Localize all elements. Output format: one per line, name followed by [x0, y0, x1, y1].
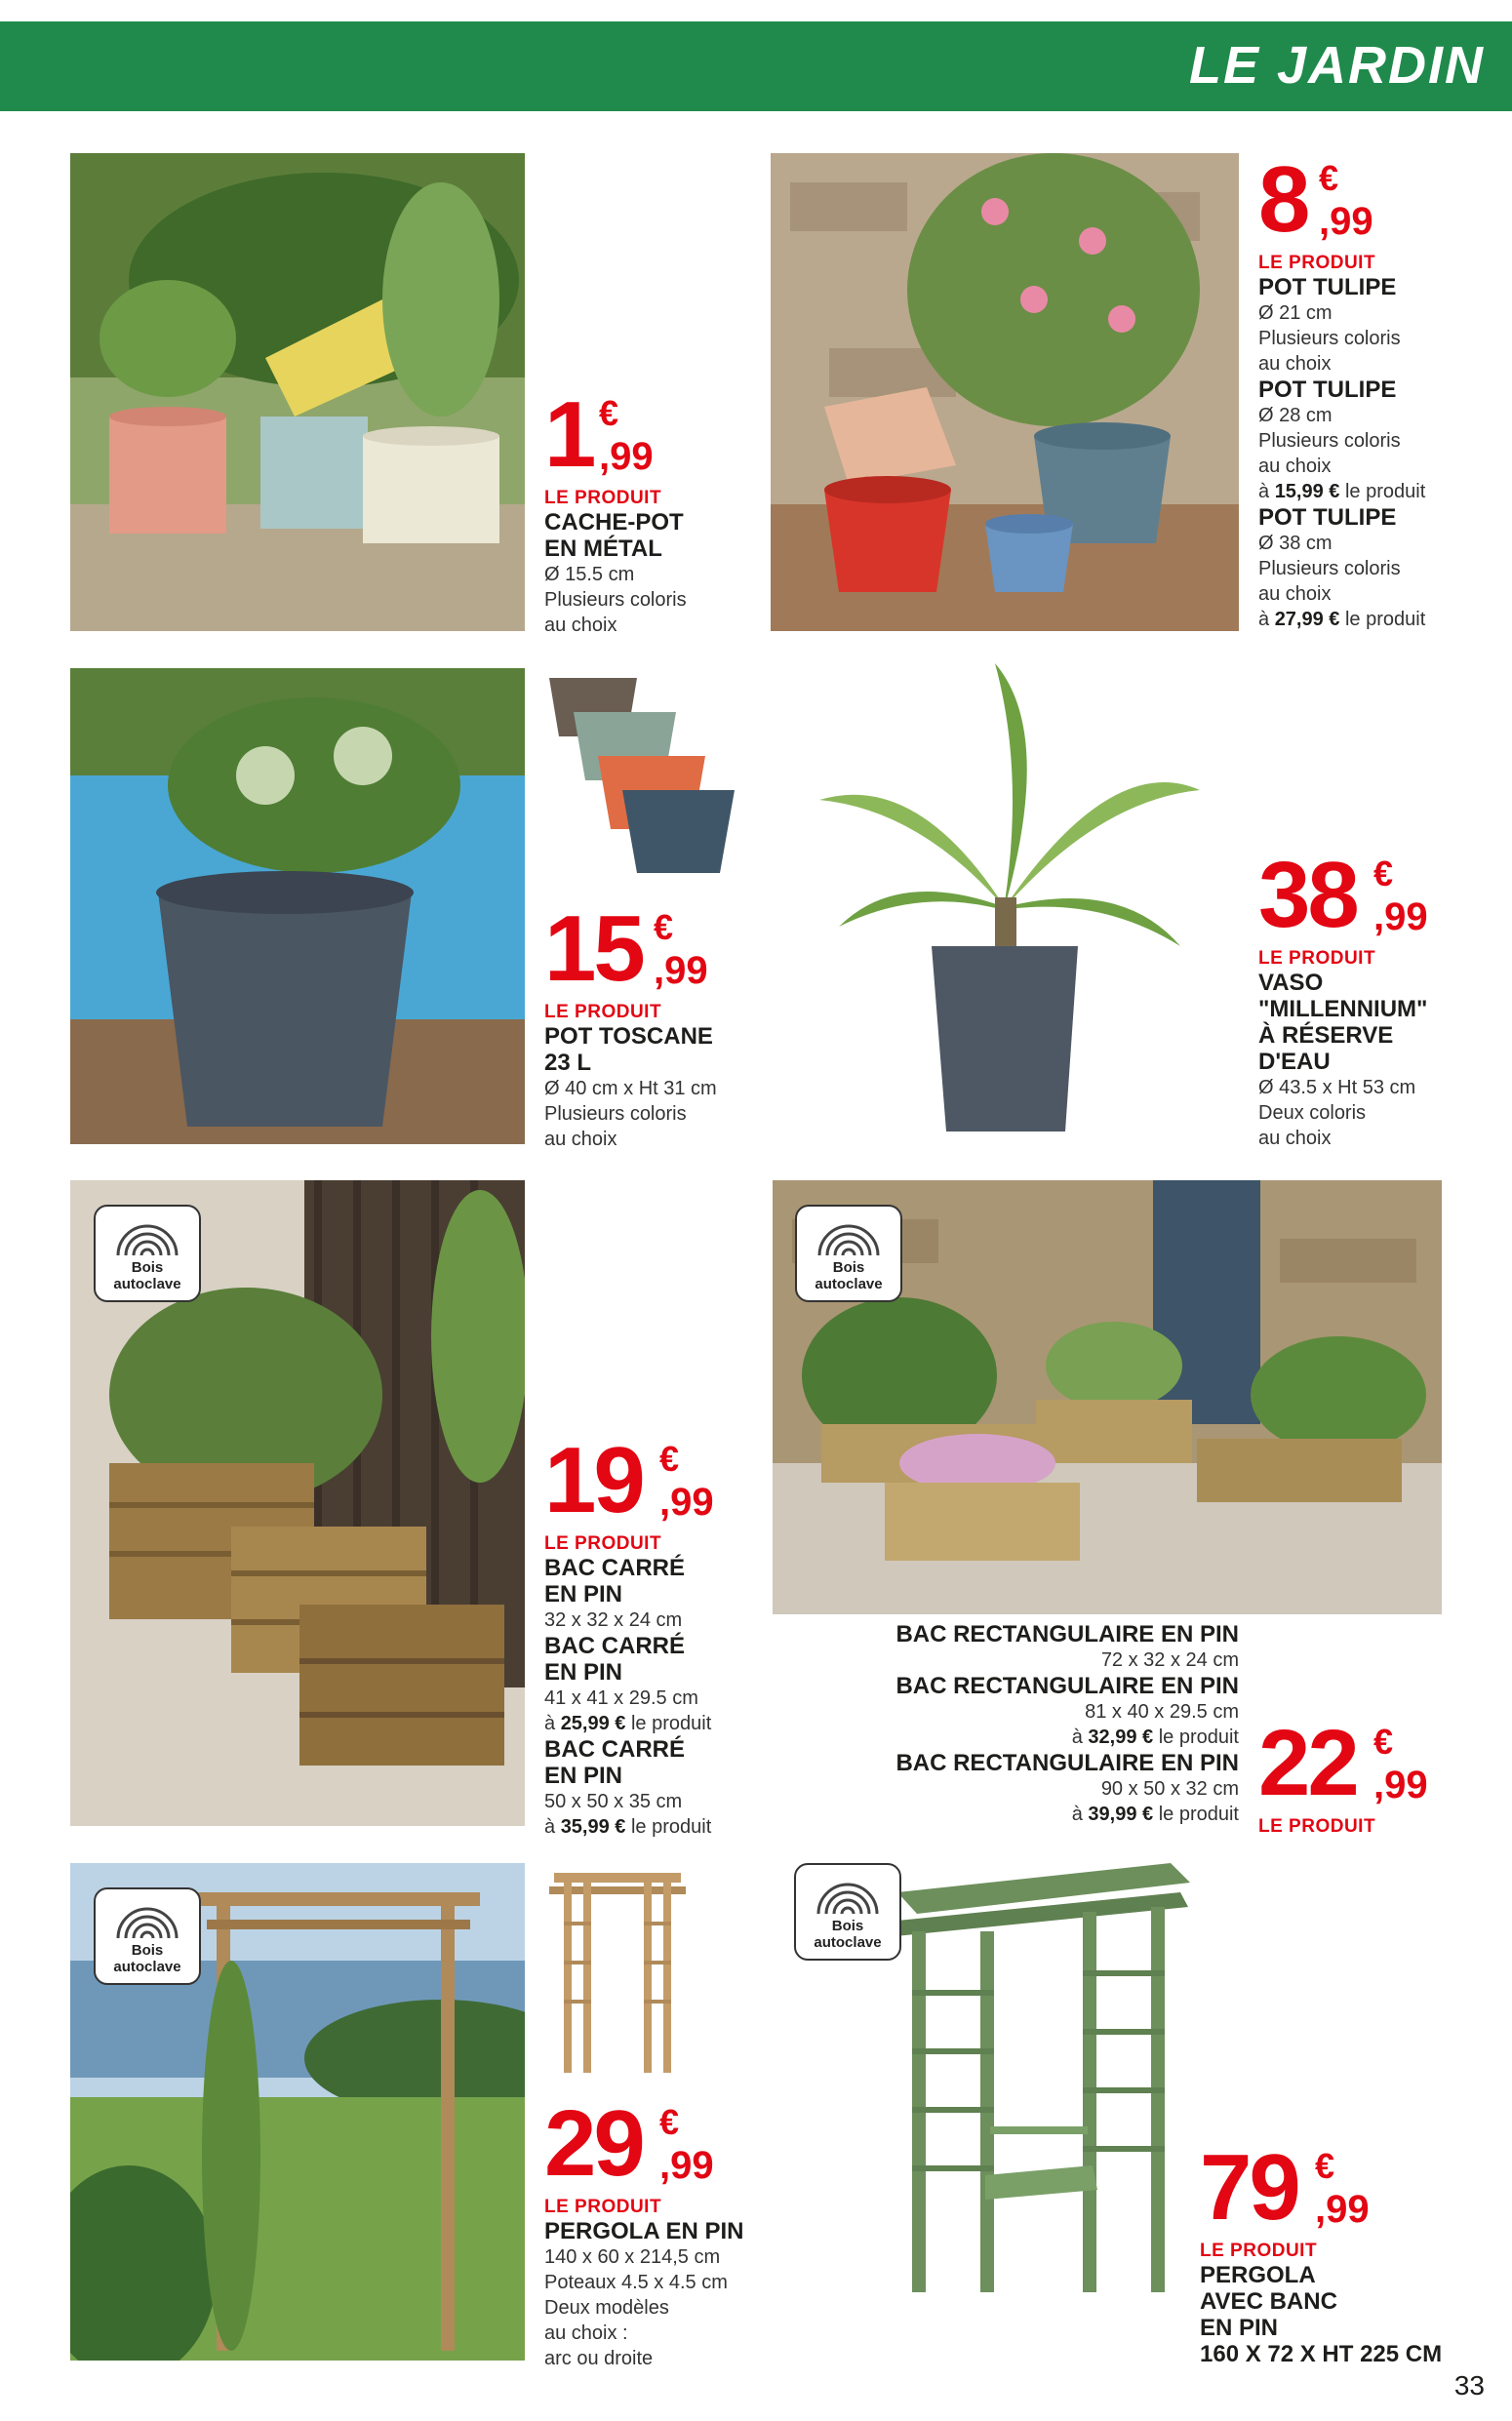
product-desc-line: 90 x 50 x 32 cm — [1100, 1778, 1239, 1800]
product-name-line: AVEC BANC — [1200, 2288, 1337, 2315]
price-suffix: le produit — [1339, 481, 1426, 502]
price-integer: 1 — [544, 382, 594, 487]
product-desc-line: au choix : — [544, 2322, 628, 2344]
badge-line: autoclave — [113, 1959, 181, 1975]
product-desc-line: au choix — [1258, 583, 1332, 605]
pot-tulipe-photo — [771, 153, 1239, 631]
price-unit: LE PRODUIT — [1258, 948, 1376, 969]
product-name-line: PERGOLA — [1200, 2262, 1316, 2288]
variant-price-line — [858, 1802, 1239, 1827]
price-unit: LE PRODUIT — [544, 488, 662, 508]
price-cents: ,99 — [1319, 200, 1373, 243]
product-desc-line: Ø 21 cm — [1258, 302, 1333, 324]
pot-toscane-offer — [544, 896, 778, 1152]
price-cents: ,99 — [659, 1481, 714, 1524]
price-prefix: à — [1071, 1804, 1089, 1825]
price-currency: € — [599, 393, 619, 433]
product-name-line: BAC RECTANGULAIRE EN PIN — [895, 1750, 1239, 1776]
product-name-line: À RÉSERVE — [1258, 1022, 1394, 1049]
variant — [858, 1621, 1239, 1673]
price-cents: ,99 — [1315, 2188, 1370, 2231]
pergola-banc-offer — [1200, 2135, 1492, 2367]
product-desc-line: Plusieurs coloris — [1258, 558, 1401, 579]
cache-pot-photo — [70, 153, 525, 631]
vaso-millennium-photo — [800, 654, 1210, 1141]
product-name-line: VASO — [1258, 970, 1324, 996]
price-integer: 29 — [544, 2091, 643, 2196]
product-desc-line: 50 x 50 x 35 cm — [544, 1791, 683, 1812]
badge-line: autoclave — [815, 1276, 883, 1292]
price-cents: ,99 — [599, 435, 654, 478]
price-cents: ,99 — [654, 949, 708, 992]
variant-price-line — [1258, 479, 1502, 504]
price-suffix: le produit — [1153, 1804, 1239, 1825]
pergola-pin-price — [544, 2091, 778, 2196]
variant-price-line — [544, 1711, 778, 1736]
product-desc-line: Ø 28 cm — [1258, 405, 1333, 426]
product-desc-line: au choix — [1258, 456, 1332, 477]
vaso-price — [1258, 843, 1502, 947]
pot-tulipe-price — [1258, 147, 1502, 252]
variant — [544, 1736, 778, 1840]
product-name-line: 23 L — [544, 1050, 592, 1076]
price-suffix: le produit — [1153, 1726, 1239, 1748]
product-name-line: BAC CARRÉ — [544, 1736, 685, 1763]
product-desc-line: Ø 15.5 cm — [544, 564, 635, 585]
pergola-avec-banc-photo — [878, 1853, 1200, 2302]
bois-autoclave-badge — [94, 1205, 201, 1302]
product-name-line: BAC RECTANGULAIRE EN PIN — [895, 1673, 1239, 1699]
price-cents: ,99 — [1373, 1764, 1428, 1806]
product-desc-line: 72 x 32 x 24 cm — [1100, 1649, 1239, 1671]
price-currency: € — [654, 907, 674, 947]
price-integer: 22 — [1258, 1711, 1357, 1815]
price-prefix: à — [544, 1713, 561, 1734]
variant-price: 39,99 € — [1088, 1804, 1154, 1825]
price-unit: LE PRODUIT — [544, 1533, 662, 1554]
cache-pot-offer — [544, 382, 759, 638]
product-desc-line: Ø 38 cm — [1258, 533, 1333, 554]
bac-carre-price — [544, 1428, 778, 1532]
page-number: 33 — [1453, 2370, 1485, 2401]
bac-rectangulaire-offer — [1258, 1711, 1492, 1838]
variant-price: 32,99 € — [1088, 1726, 1154, 1748]
cache-pot-price — [544, 382, 759, 487]
price-currency: € — [1319, 158, 1339, 198]
product-desc-line: 81 x 40 x 29.5 cm — [1085, 1701, 1239, 1723]
wood-rings-icon — [814, 1875, 882, 1918]
variant-price: 35,99 € — [560, 1816, 626, 1838]
variant-price-line — [544, 1814, 778, 1840]
price-integer: 15 — [544, 896, 643, 1001]
product-name-line: D'EAU — [1258, 1049, 1331, 1075]
product-desc-line: Plusieurs coloris — [1258, 430, 1401, 452]
variant — [1258, 377, 1502, 504]
section-title: LE JARDIN — [1188, 36, 1485, 95]
price-currency: € — [1315, 2146, 1335, 2186]
product-desc-line: Ø 40 cm x Ht 31 cm — [544, 1078, 717, 1099]
price-integer: 38 — [1258, 843, 1357, 947]
product-desc-line: Plusieurs coloris — [544, 1103, 687, 1125]
product-name-line: EN PIN — [544, 1581, 623, 1607]
product-desc-line: au choix — [544, 1129, 617, 1150]
price-unit: LE PRODUIT — [544, 2197, 662, 2217]
product-desc-line: Ø 43.5 x Ht 53 cm — [1258, 1077, 1416, 1098]
product-desc-line: 41 x 41 x 29.5 cm — [544, 1687, 698, 1709]
price-prefix: à — [1258, 481, 1275, 502]
product-name-line: EN PIN — [544, 1763, 623, 1789]
product-desc-line: Deux modèles — [544, 2297, 669, 2319]
bac-rectangulaire-list — [858, 1621, 1239, 1827]
product-name-line: POT TULIPE — [1258, 504, 1397, 531]
price-unit: LE PRODUIT — [1258, 1816, 1376, 1837]
product-name-line: EN MÉTAL — [544, 536, 662, 562]
bois-autoclave-badge — [794, 1863, 901, 1961]
variant — [1258, 274, 1502, 377]
product-name-line: CACHE-POT — [544, 509, 684, 536]
product-name-line: BAC CARRÉ — [544, 1555, 685, 1581]
price-prefix: à — [544, 1816, 561, 1838]
price-integer: 19 — [544, 1428, 643, 1532]
price-currency: € — [659, 1439, 680, 1479]
variant — [858, 1673, 1239, 1750]
product-name-line: EN PIN — [544, 1659, 623, 1686]
badge-line: Bois — [131, 1942, 164, 1959]
product-desc-line: au choix — [1258, 1128, 1332, 1149]
product-name-line: POT TOSCANE — [544, 1023, 713, 1050]
product-desc-line: Poteaux 4.5 x 4.5 cm — [544, 2272, 728, 2293]
variant — [1258, 504, 1502, 632]
bac-carre-offer — [544, 1428, 778, 1840]
badge-line: Bois — [831, 1918, 864, 1934]
bois-autoclave-badge — [94, 1887, 201, 1985]
price-suffix: le produit — [625, 1816, 712, 1838]
variant-price: 25,99 € — [560, 1713, 626, 1734]
price-prefix: à — [1258, 609, 1275, 630]
price-integer: 79 — [1200, 2135, 1298, 2240]
variant-price-line — [1258, 607, 1502, 632]
pergola-banc-price — [1200, 2135, 1492, 2240]
badge-line: autoclave — [113, 1276, 181, 1292]
product-desc-line: Plusieurs coloris — [1258, 328, 1401, 349]
badge-line: Bois — [131, 1259, 164, 1276]
vaso-offer — [1258, 843, 1502, 1151]
product-desc-line: Deux coloris — [1258, 1102, 1367, 1124]
price-currency: € — [659, 2102, 680, 2142]
price-unit: LE PRODUIT — [1200, 2241, 1318, 2261]
variant-price: 27,99 € — [1274, 609, 1340, 630]
product-name-line: PERGOLA EN PIN — [544, 2218, 744, 2244]
product-name-line: "MILLENNIUM" — [1258, 996, 1428, 1022]
bois-autoclave-badge — [795, 1205, 902, 1302]
price-suffix: le produit — [625, 1713, 712, 1734]
product-desc-line: Plusieurs coloris — [544, 589, 687, 611]
product-desc-line: 140 x 60 x 214,5 cm — [544, 2246, 721, 2268]
badge-line: Bois — [832, 1259, 865, 1276]
price-unit: LE PRODUIT — [1258, 253, 1376, 273]
product-desc-line: au choix — [1258, 353, 1332, 375]
product-name-line: POT TULIPE — [1258, 274, 1397, 300]
product-desc-line: au choix — [544, 615, 617, 636]
bac-rect-price — [1258, 1711, 1492, 1815]
price-cents: ,99 — [659, 2144, 714, 2187]
price-integer: 8 — [1258, 147, 1308, 252]
product-name-line: EN PIN — [1200, 2315, 1279, 2341]
price-prefix: à — [1071, 1726, 1089, 1748]
product-name-line: BAC CARRÉ — [544, 1633, 685, 1659]
product-desc-line: arc ou droite — [544, 2348, 654, 2369]
wood-rings-icon — [815, 1216, 883, 1259]
pot-tulipe-offer — [1258, 147, 1502, 632]
product-name-line: 160 X 72 X HT 225 CM — [1200, 2341, 1443, 2367]
variant — [544, 1555, 778, 1633]
pergola-product-photo — [544, 1863, 691, 2078]
product-name-line: POT TULIPE — [1258, 377, 1397, 403]
pergola-pin-offer — [544, 2091, 778, 2371]
price-suffix: le produit — [1339, 609, 1426, 630]
section-header — [0, 21, 1512, 111]
pot-toscane-price — [544, 896, 778, 1001]
wood-rings-icon — [113, 1899, 181, 1942]
variant — [544, 1633, 778, 1736]
product-name-line: BAC RECTANGULAIRE EN PIN — [895, 1621, 1239, 1647]
variant-price-line — [858, 1725, 1239, 1750]
price-unit: LE PRODUIT — [544, 1002, 662, 1022]
pot-toscane-colors-photo — [544, 668, 739, 893]
badge-line: autoclave — [814, 1934, 882, 1951]
price-currency: € — [1373, 853, 1394, 893]
wood-rings-icon — [113, 1216, 181, 1259]
price-currency: € — [1373, 1722, 1394, 1762]
pot-toscane-photo — [70, 668, 525, 1144]
variant — [858, 1750, 1239, 1827]
product-desc-line: 32 x 32 x 24 cm — [544, 1609, 683, 1631]
variant-price: 15,99 € — [1274, 481, 1340, 502]
price-cents: ,99 — [1373, 895, 1428, 938]
